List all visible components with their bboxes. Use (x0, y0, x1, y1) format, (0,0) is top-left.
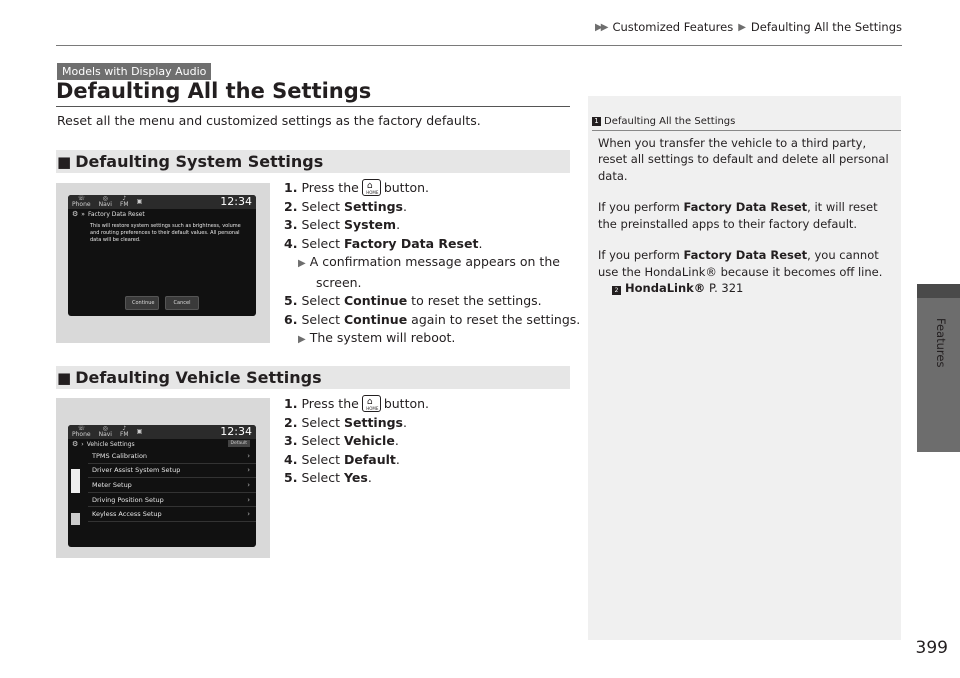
phone-icon: ☏ Phone (72, 425, 91, 438)
breadcrumb-page: Defaulting All the Settings (750, 20, 902, 34)
steps-system (284, 179, 580, 350)
list-item[interactable]: Keyless Access Setup › (88, 507, 256, 522)
step-1: 1. Press the ⌂ HOME button. (284, 396, 430, 411)
fm-icon: ♪ FM (119, 195, 129, 208)
step-6-result: ▶ The system will reboot. (298, 330, 456, 345)
step-6: 6. Select Continue again to reset the settings. (284, 311, 581, 327)
screen-message: This will restore system settings such as brightness, volume and routing preferences to their default values. All personal data will be cleared. (90, 223, 241, 243)
home-icon: ⌂ HOME (362, 179, 381, 196)
step-2: 2. Select Settings. (284, 198, 407, 214)
result-arrow-icon: ▶ (298, 334, 306, 345)
gear-icon: ⚙ (72, 440, 79, 448)
scroll-down-icon[interactable] (71, 513, 80, 525)
intro-text: Reset all the menu and customized settings as the factory defaults. (57, 113, 481, 128)
screen-title-bar (68, 439, 256, 449)
step-4: 4. Select Factory Data Reset. (284, 235, 483, 251)
screen-title: Vehicle Settings (86, 440, 135, 448)
phone-icon: ☏ Phone (72, 195, 91, 208)
step-5: 5. Select Yes. (284, 470, 372, 485)
continue-button[interactable]: Continue (125, 296, 159, 310)
note-heading: 1 Defaulting All the Settings (592, 116, 897, 127)
note-number-icon: 1 (592, 117, 601, 126)
screen-clock: 12:34 (220, 195, 252, 208)
chevron-right-icon: » (81, 210, 85, 218)
list-item[interactable]: Driving Position Setup › (88, 493, 256, 508)
cancel-button[interactable]: Cancel (165, 296, 199, 310)
screenshot-frame-vehicle (56, 398, 270, 558)
screen-buttons (68, 296, 256, 310)
fm-icon: ♪ FM (119, 425, 129, 438)
models-badge: Models with Display Audio (57, 63, 211, 80)
note-paragraph-2: If you perform Factory Data Reset, it will reset the preinstalled apps to their factory default. (598, 200, 878, 231)
step-4: 4. Select Default. (284, 451, 400, 467)
note-panel (588, 96, 901, 640)
breadcrumb-section[interactable]: Customized Features (612, 20, 734, 34)
note-body (598, 135, 898, 296)
title-divider (56, 106, 570, 107)
screen-clock: 12:34 (220, 425, 252, 438)
step-4-result-cont: screen. (316, 274, 362, 290)
arrow-icon: ▶ (738, 21, 746, 33)
screen-nav-bar (68, 425, 256, 439)
chapter-tab[interactable] (917, 284, 960, 452)
note-divider (592, 130, 901, 131)
list-item[interactable]: Meter Setup › (88, 478, 256, 493)
apps-icon: ▣ (136, 428, 143, 435)
scroll-thumb[interactable] (71, 469, 80, 493)
section-heading-system (56, 150, 570, 173)
note-paragraph-3: If you perform Factory Data Reset, you cannot use the HondaLink® because it becomes off line. (598, 248, 883, 279)
screen-title-bar (68, 209, 256, 219)
page-title: Defaulting All the Settings (56, 79, 372, 103)
chapter-label: Features (934, 318, 948, 368)
step-5: 5. Select Continue to reset the settings. (284, 293, 542, 308)
double-arrow-icon: ▶▶ (595, 21, 607, 33)
chevron-right-icon: › (247, 495, 250, 504)
note-paragraph-1: When you transfer the vehicle to a third party, reset all settings to default and delete all personal data. (598, 136, 889, 183)
section-heading-vehicle (56, 366, 570, 389)
square-bullet-icon: ■ (57, 152, 72, 171)
apps-icon: ▣ (136, 198, 143, 205)
page-number: 399 (915, 638, 948, 658)
chapter-tab-marker (917, 284, 960, 298)
chevron-right-icon: › (247, 510, 250, 519)
home-icon: ⌂ HOME (362, 395, 381, 412)
section-heading-text: Defaulting System Settings (75, 152, 324, 171)
step-1: 1. Press the ⌂ HOME button. (284, 180, 430, 195)
list-item[interactable]: Driver Assist System Setup › (88, 464, 256, 479)
chevron-right-icon: › (81, 440, 84, 448)
cross-reference-link[interactable]: 2 HondaLink® P. 321 (598, 280, 898, 296)
step-4-result: ▶ A confirmation message appears on the (298, 254, 560, 269)
settings-list (68, 449, 256, 522)
screen-nav-bar (68, 195, 256, 209)
breadcrumb (595, 20, 902, 34)
display-screen (68, 425, 256, 547)
chevron-right-icon: › (247, 466, 250, 475)
chevron-right-icon: › (247, 480, 250, 489)
step-3: 3. Select Vehicle. (284, 433, 399, 448)
navi-icon: ◎ Navi (98, 195, 112, 208)
list-item[interactable]: TPMS Calibration › (88, 449, 256, 464)
navi-icon: ◎ Navi (98, 425, 112, 438)
step-2: 2. Select Settings. (284, 414, 407, 430)
screenshot-frame-system (56, 183, 270, 343)
square-bullet-icon: ■ (57, 368, 72, 387)
steps-vehicle (284, 395, 429, 488)
header-divider (56, 45, 902, 46)
section-heading-text: Defaulting Vehicle Settings (75, 368, 322, 387)
chevron-right-icon: › (247, 451, 250, 460)
default-button[interactable]: Default (228, 440, 250, 447)
reference-arrow-icon: 2 (612, 286, 621, 295)
step-3: 3. Select System. (284, 217, 401, 232)
result-arrow-icon: ▶ (298, 258, 306, 269)
display-screen (68, 195, 256, 316)
gear-icon: ⚙ (72, 210, 79, 218)
screen-title: Factory Data Reset (87, 210, 145, 218)
